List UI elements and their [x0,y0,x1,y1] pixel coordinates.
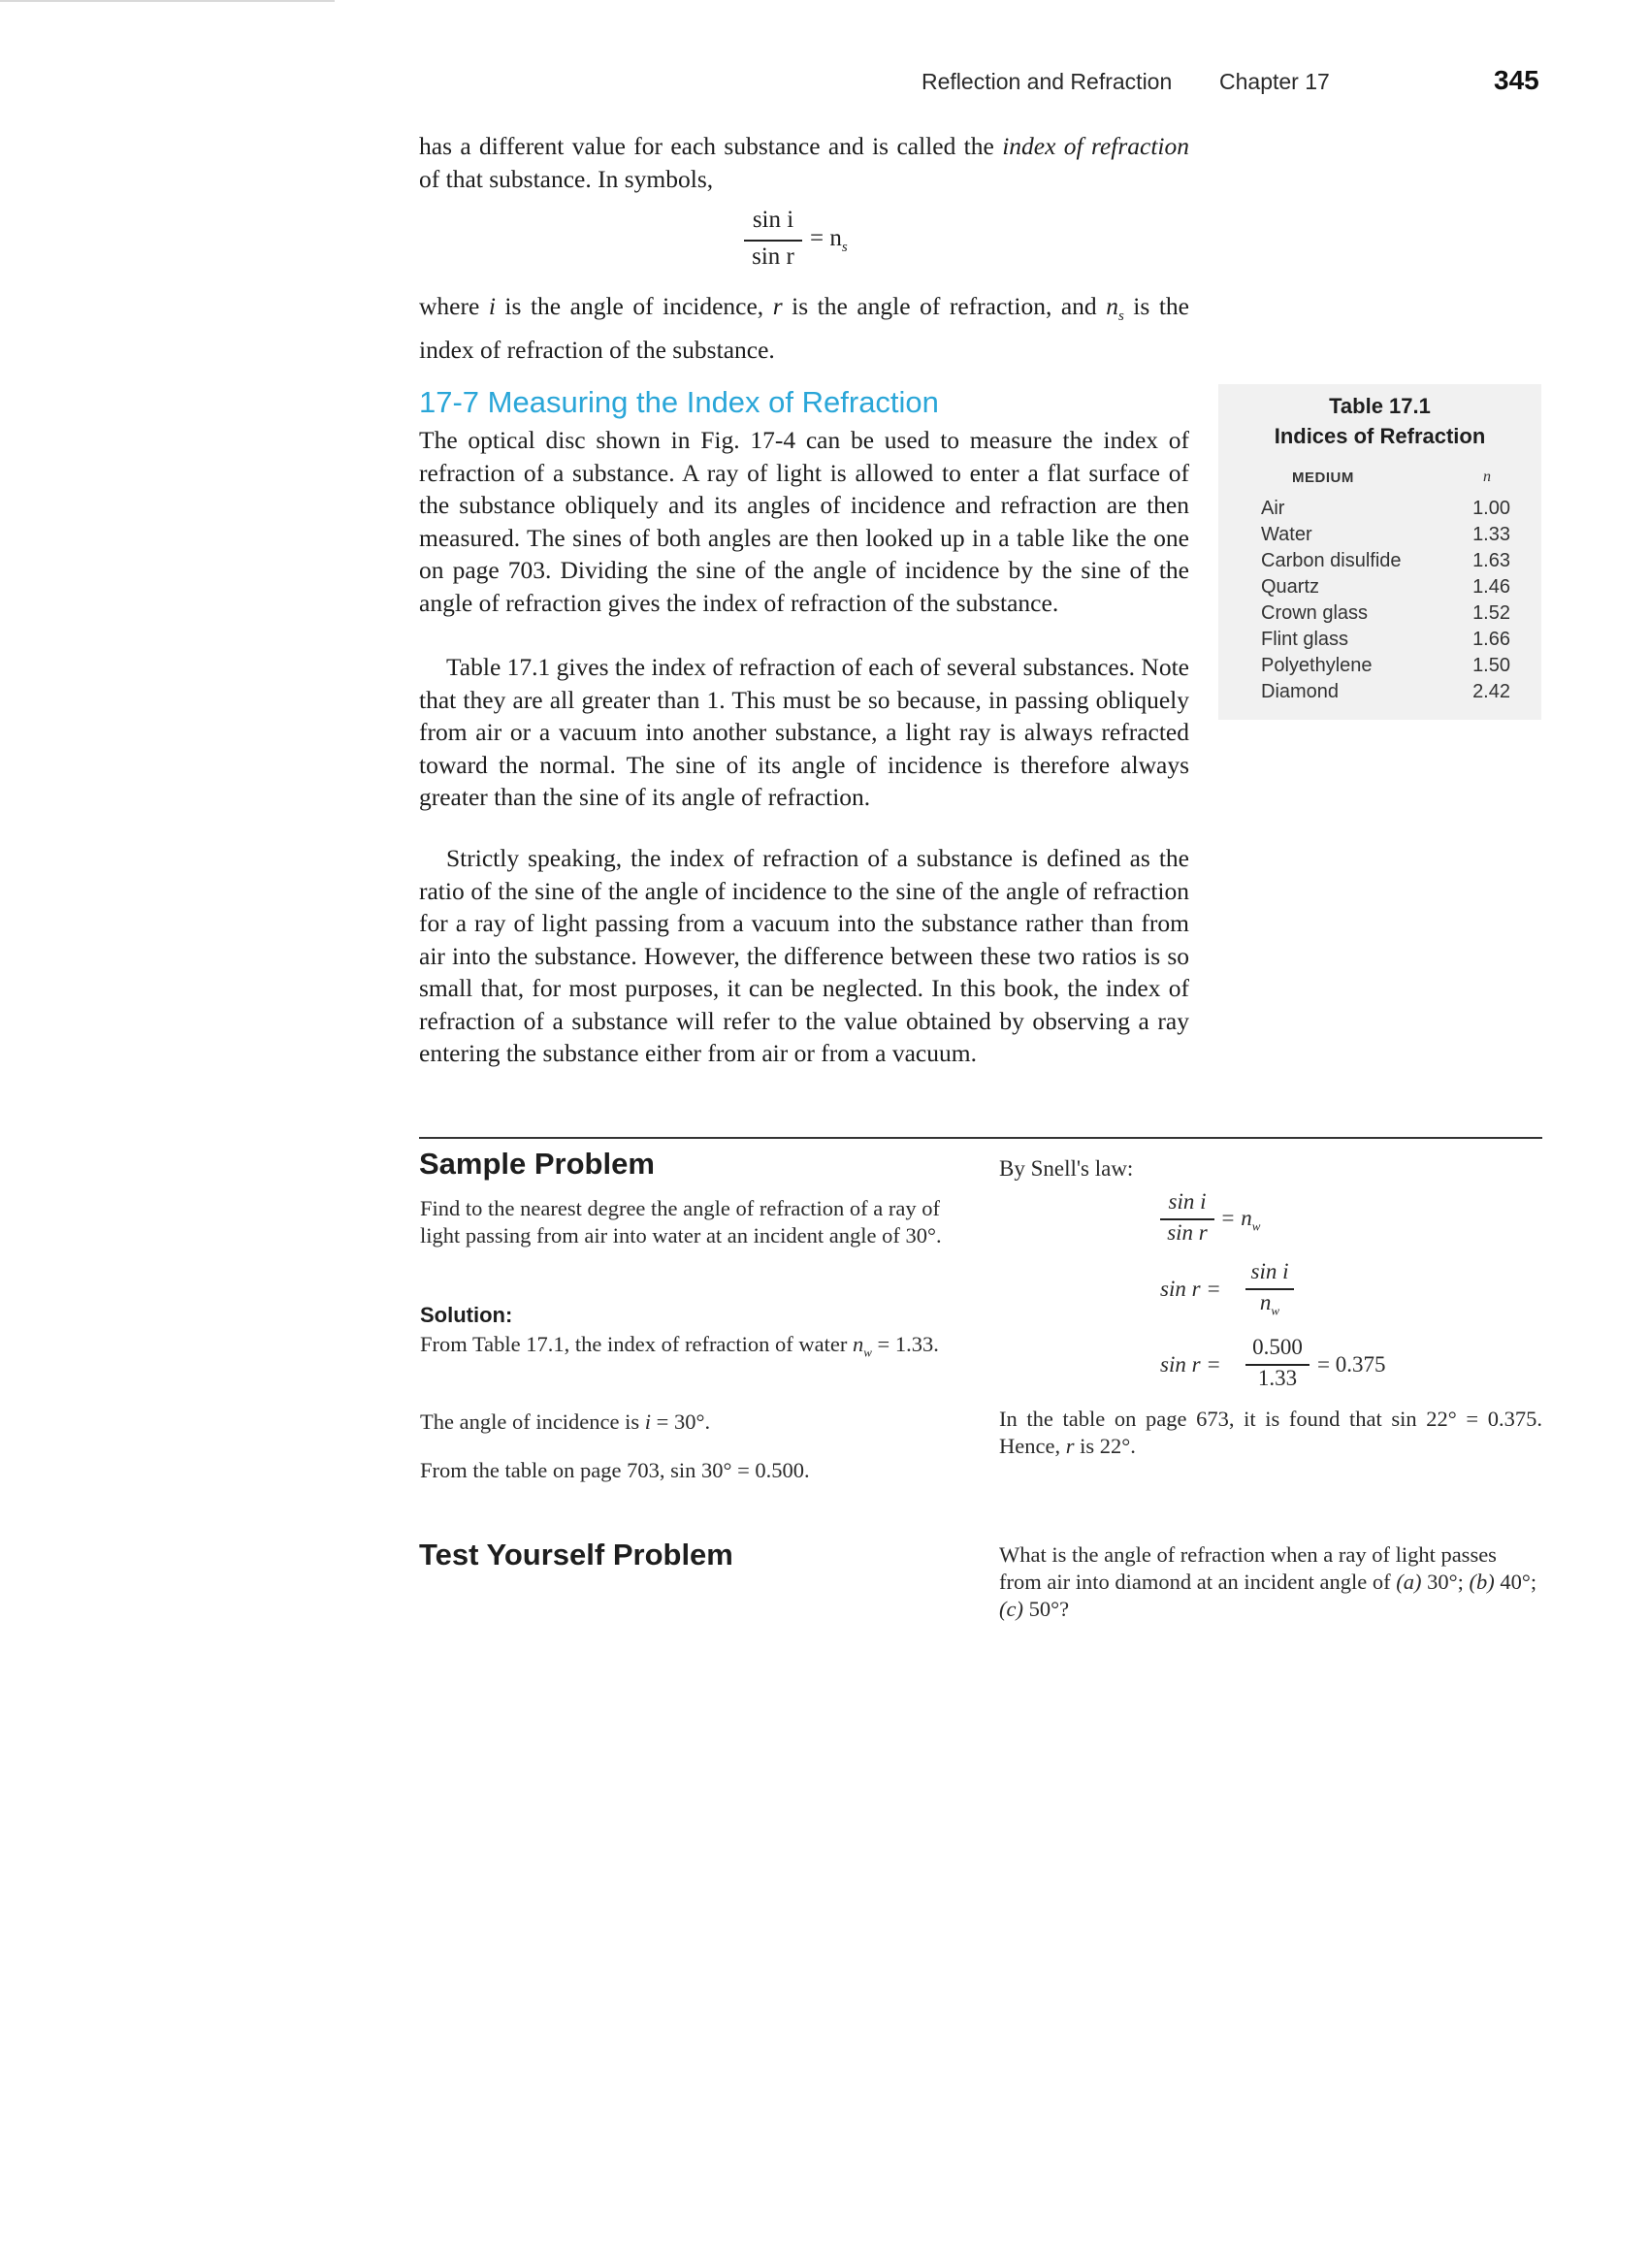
index-cell: 1.50 [1472,655,1510,676]
formula-rhs [810,225,848,256]
var-n-subscript: w [863,1345,872,1360]
snell-law-intro: By Snell's law: [999,1156,1134,1181]
option-b-value: 40°; [1494,1570,1537,1594]
page-number: 345 [1494,65,1539,95]
eq3-numerator: 0.500 [1252,1335,1303,1359]
table-row [1261,602,1510,629]
option-a-label: (a) [1396,1570,1422,1594]
conclusion-text: In the table on page 673, it is found that sin 22° = 0.375. Hence, [999,1407,1542,1458]
eq2-den-var: n [1259,1290,1272,1314]
test-question-text: What is the angle of refraction when a ray of light passes from air into diamond at an incident angle of [999,1542,1497,1594]
section-divider [419,1137,1542,1139]
table-row [1261,681,1510,707]
option-a-value: 30°; [1421,1570,1470,1594]
sample-conclusion [999,1406,1542,1460]
var-n-subscript: s [1117,308,1124,325]
solution-step-2-text: The angle of incidence is [420,1409,645,1434]
table-row [1261,576,1510,602]
medium-cell: Quartz [1261,576,1320,598]
var-r: r [1065,1434,1075,1458]
eq2-denominator [1245,1290,1294,1319]
var-i: i [644,1409,652,1434]
medium-cell: Crown glass [1261,602,1369,624]
table-title: Table 17.1 [1329,394,1431,418]
column-header-n: n [1483,469,1491,485]
option-c-label: (c) [999,1597,1023,1621]
eq3-fraction [1245,1335,1310,1395]
where-text-2: is the angle of refraction, and [782,292,1107,320]
eq3-rhs: = 0.375 [1317,1352,1386,1377]
where-text-3: is the index of refraction of the substance. [419,292,1189,364]
eq1-rhs [1220,1206,1260,1235]
solution-step-1-end: = 1.33. [871,1332,939,1356]
var-n: n [853,1332,864,1356]
formula-denominator: sin r [752,243,794,270]
formula-fraction [744,207,802,275]
medium-cell: Flint glass [1261,629,1349,650]
fraction-bar [744,240,802,242]
eq1-numerator: sin i [1168,1189,1207,1214]
table-subtitle: Indices of Refraction [1274,424,1486,448]
formula-numerator: sin i [752,207,794,233]
intro-text: has a different value for each substance and is called the [419,132,1003,160]
index-cell: 2.42 [1472,681,1510,702]
running-title: Reflection and Refraction [922,69,1173,94]
eq2-lhs: sin r = [1160,1277,1221,1301]
section-heading: 17-7 Measuring the Index of Refraction [419,385,939,419]
solution-step-2-end: = 30°. [651,1409,711,1434]
index-cell: 1.63 [1472,550,1510,571]
var-r: r [772,292,783,320]
scan-edge-line [0,0,335,2]
eq2-numerator: sin i [1250,1259,1289,1283]
test-yourself-heading: Test Yourself Problem [419,1538,733,1571]
index-cell: 1.52 [1472,602,1510,624]
var-i: i [488,292,496,320]
eq2-fraction [1245,1259,1294,1319]
index-cell: 1.46 [1472,576,1510,598]
option-b-label: (b) [1469,1570,1495,1594]
solution-step-3: From the table on page 703, sin 30° = 0.500. [420,1458,810,1482]
intro-text-end: of that substance. In symbols, [419,164,714,193]
eq1-rhs-subscript: w [1251,1218,1261,1234]
solution-label: Solution: [420,1303,513,1327]
var-n: n [1106,292,1118,320]
medium-cell: Diamond [1261,681,1340,702]
sample-problem-heading: Sample Problem [419,1147,655,1181]
conclusion-end: is 22°. [1074,1434,1136,1458]
where-paragraph: where i is the angle of incidence, r is the angle of refraction, and $n_s$ is the index of refraction of the substance. [419,292,1189,364]
formula-rhs-subscript: s [841,240,848,255]
medium-cell: Carbon disulfide [1261,550,1402,571]
section-paragraph-1: The optical disc shown in Fig. 17-4 can be used to measure the index of refraction of a substance. A ray of light is allowed to enter a flat surface of the substance obliquely and its angles of incidence and refraction are then measured. The sines of both angles are then looked up in a table like the one on page 703. Dividing the sine of the angle of incidence by the sine of the angle of refraction gives the index of refraction of the substance. [419,426,1189,617]
formula-rhs-text: = n [810,225,842,251]
column-header-medium: MEDIUM [1292,470,1354,486]
table-row [1261,655,1510,681]
section-paragraph-3: Strictly speaking, the index of refraction of a substance is defined as the ratio of the sine of the angle of incidence to the sine of the angle of refraction for a ray of light passing from a vacuum into the substance rather than from air into the substance. However, the difference between these two ratios is so small that, for most purposes, it can be neglected. In this book, the index of refraction of a substance will refer to the value obtained by observing a ray entering the substance either from air or from a vacuum. [419,844,1189,1067]
index-cell: 1.66 [1472,629,1510,650]
where-text-1: is the angle of incidence, [495,292,773,320]
solution-step-1 [420,1331,973,1367]
table-row [1261,550,1510,576]
table-row [1261,524,1510,550]
intro-paragraph [419,130,1189,195]
medium-cell: Polyethylene [1261,655,1373,676]
running-head [922,65,1542,95]
solution-step-2 [420,1409,973,1436]
chapter-label: Chapter 17 [1219,69,1330,94]
table-row [1261,629,1510,655]
test-yourself-question [999,1541,1542,1623]
eq3-denominator: 1.33 [1257,1366,1298,1390]
option-c-value: 50°? [1022,1597,1070,1621]
eq3-lhs: sin r = [1160,1352,1221,1377]
medium-cell: Water [1261,524,1312,545]
index-cell: 1.00 [1472,498,1510,519]
eq1-denominator: sin r [1167,1220,1208,1245]
table-row [1261,498,1510,524]
solution-step-1-text: From Table 17.1, the index of refraction of water [420,1332,853,1356]
index-of-refraction-term: index of refraction [1002,132,1189,160]
eq1-rhs-text: = n [1220,1206,1252,1230]
refraction-index-table [1218,384,1541,720]
index-cell: 1.33 [1472,524,1510,545]
eq2-den-subscript: w [1271,1303,1280,1318]
eq1-fraction [1160,1189,1214,1249]
medium-cell: Air [1261,498,1285,519]
sample-question: Find to the nearest degree the angle of refraction of a ray of light passing from air into water at an incident angle of 30°. [420,1196,942,1247]
section-paragraph-2: Table 17.1 gives the index of refraction of each of several substances. Note that they are all greater than 1. This must be so because, in passing obliquely from air or a vacuum into another substance, a light ray is always refracted toward the normal. The sine of its angle of incidence is therefore always greater than the sine of its angle of refraction. [419,653,1189,811]
